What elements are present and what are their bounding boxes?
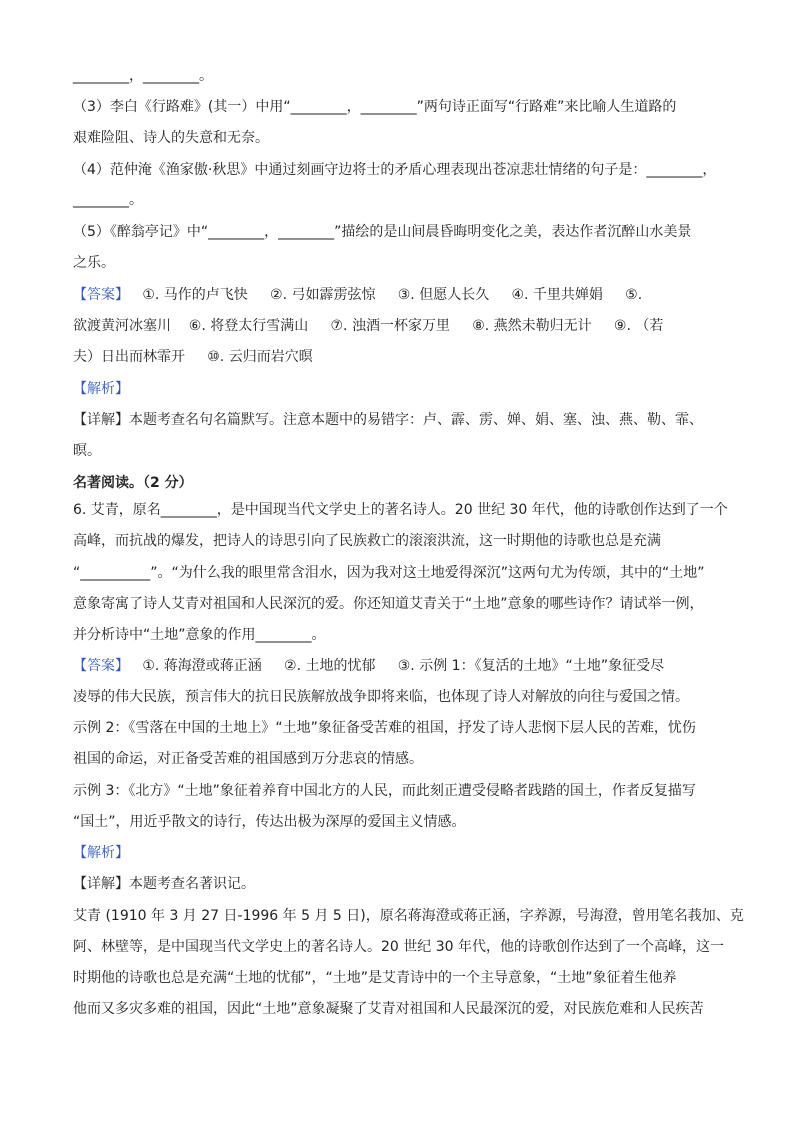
paragraph-line: 艾青 (1910 年 3 月 27 日-1996 年 5 月 5 日)，原名蒋海澄或蒋正涵，字养源，号海澄，曾用笔名莪加、克	[73, 908, 744, 924]
detail-label: 【详解】	[73, 412, 129, 428]
question-6-line: “__________”。“为什么我的眼里常含泪水，因为我对这土地爱得深沉”这两句尤为传颂，其中的“土地”	[73, 565, 705, 581]
question-4-line: （4）范仲淹《渔家傲·秋思》中通过刻画守边将士的矛盾心理表现出苍凉悲壮情绪的句子是：________，	[73, 162, 717, 178]
question-6-line: 6. 艾青，原名________，是中国现当代文学史上的著名诗人。20 世纪 30 年代，他的诗歌创作达到了一个	[73, 502, 728, 518]
detail-text: 暝。	[73, 443, 101, 459]
answer-text: 示例 3：《北方》“土地”象征着养育中国北方的人民，而此刻正遭受侵略者践踏的国土，作者反复描写	[73, 783, 696, 799]
section-title: 名著阅读。（2 分）	[73, 475, 193, 491]
answer-label: 【答案】	[73, 658, 129, 674]
answer-text: 夫）日出而林霏开 ⑩. 云归而岩穴暝	[73, 349, 313, 365]
answer-text: 祖国的命运，对正备受苦难的祖国感到万分悲哀的情感。	[73, 751, 423, 767]
question-3-line: 艰难险阻、诗人的失意和无奈。	[73, 130, 269, 146]
paragraph-line: 阿、林壁等，是中国现当代文学史上的著名诗人。20 世纪 30 年代，他的诗歌创作达到了一个高峰，这一	[73, 939, 724, 955]
question-6-line: 高峰，而抗战的爆发，把诗人的诗思引向了民族救亡的滚滚洪流，这一时期他的诗歌也总是充满	[73, 533, 661, 549]
answer-text: 示例 2：《雪落在中国的土地上》“土地”象征备受苦难的祖国，抒发了诗人悲悯下层人民的苦难，忧伤	[73, 720, 696, 736]
answer-label: 【答案】	[73, 287, 129, 303]
detail-block	[73, 874, 255, 894]
answer-text: ①. 蒋海澄或蒋正涵 ②. 土地的忧郁 ③. 示例 1：《复活的土地》“土地”象征受尽	[129, 658, 665, 674]
analysis-label: 【解析】	[73, 381, 129, 397]
answer-text: ①. 马作的卢飞快 ②. 弓如霹雳弦惊 ③. 但愿人长久 ④. 千里共婵娟 ⑤.	[129, 287, 643, 303]
analysis-label: 【解析】	[73, 845, 129, 861]
question-6-line: 并分析诗中“土地”意象的作用________。	[73, 627, 326, 643]
detail-block	[73, 410, 703, 430]
blank-line: ________，________。	[73, 68, 213, 84]
detail-text: 本题考查名句名篇默写。注意本题中的易错字：卢、霹、雳、婵、娟、塞、浊、燕、勒、霏、	[129, 412, 703, 428]
paragraph-line: 他而又多灾多难的祖国，因此“土地”意象凝聚了艾青对祖国和人民最深沉的爱，对民族危难和人民疾苦	[73, 1001, 704, 1017]
question-4-line: ________。	[73, 192, 143, 208]
question-3-line: （3）李白《行路难》(其一）中用“________，________”两句诗正面写“行路难”来比喻人生道路的	[73, 99, 677, 115]
answer-text: “国土”，用近乎散文的诗行，传达出极为深厚的爱国主义情感。	[73, 814, 466, 830]
detail-text: 本题考查名著识记。	[129, 876, 255, 892]
question-6-line: 意象寄寓了诗人艾青对祖国和人民深沉的爱。你还知道艾青关于“土地”意象的哪些诗作？请试举一例，	[73, 596, 704, 612]
question-5-line: 之乐。	[73, 255, 115, 271]
detail-label: 【详解】	[73, 876, 129, 892]
paragraph-line: 时期他的诗歌也总是充满“土地的忧郁”，“土地”是艾青诗中的一个主导意象，“土地”象征着生他养	[73, 970, 677, 986]
answer-block	[73, 285, 642, 305]
question-5-line: （5）《醉翁亭记》中“________，________”描绘的是山间晨昏晦明变化之美，表达作者沉醉山水美景	[73, 224, 692, 240]
answer-block	[73, 656, 664, 676]
answer-text: 欲渡黄河冰塞川 ⑥. 将登太行雪满山 ⑦. 浊酒一杯家万里 ⑧. 燕然未勒归无计 ⑨. （若	[73, 318, 664, 334]
answer-text: 凌辱的伟大民族，预言伟大的抗日民族解放战争即将来临，也体现了诗人对解放的向往与爱国之情。	[73, 689, 689, 705]
